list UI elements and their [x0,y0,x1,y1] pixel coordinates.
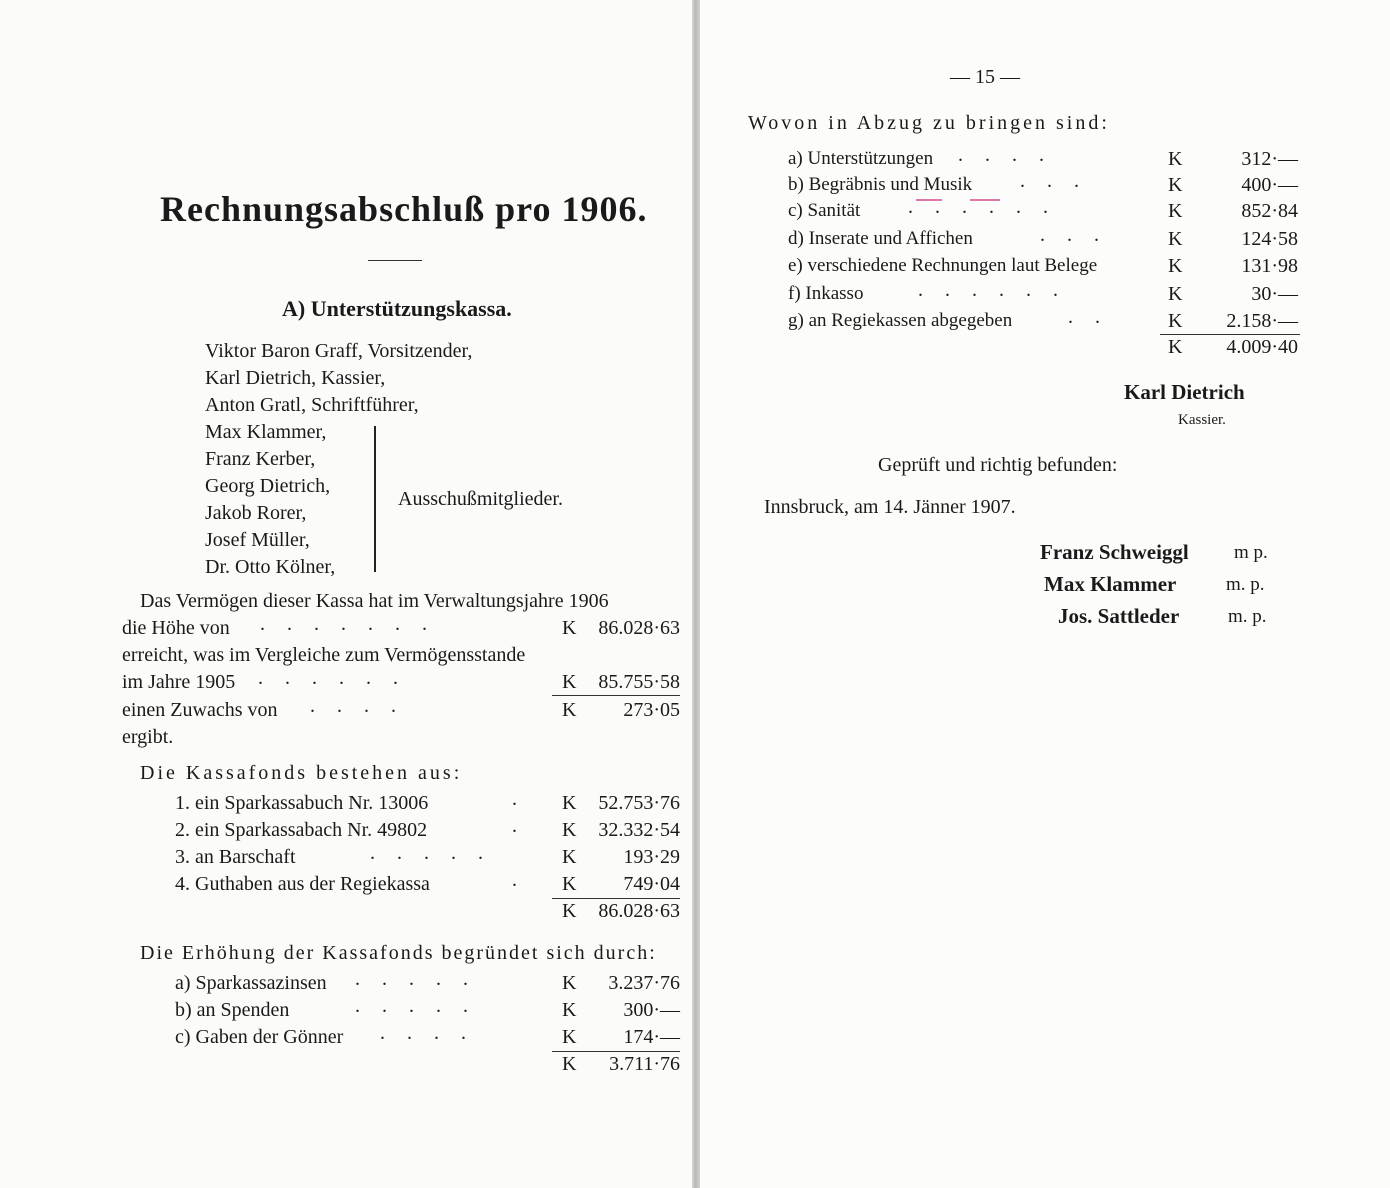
increase-label: a) Sparkassazinsen [175,972,327,994]
auditor-suffix: m p. [1234,542,1268,563]
book-gutter [692,0,700,1188]
left-page [0,0,692,1188]
amount: 85.755·58 [598,671,680,693]
auditor-suffix: m. p. [1228,606,1267,627]
currency: K [1168,255,1183,277]
currency: K [562,846,577,868]
sum-rule [552,695,680,696]
currency: K [562,999,577,1021]
currency: K [562,1026,577,1048]
amount: 312·— [1241,148,1298,170]
currency: K [562,819,577,841]
deduction-label: e) verschiedene Rechnungen laut Belege [788,255,1098,276]
amount: 2.158·— [1226,310,1298,332]
amount: 400·— [1241,174,1298,196]
amount: 52.753·76 [598,792,680,814]
currency: K [1168,228,1183,250]
amount: 852·84 [1241,200,1298,222]
section-heading: A) Unterstützungskassa. [282,296,512,321]
verification-note: Geprüft und richtig befunden: [878,454,1118,476]
leader-dots: ..... [370,842,505,864]
currency: K [562,1053,577,1075]
committee-member: Viktor Baron Graff, Vorsitzender, [205,340,473,362]
currency: K [562,873,577,895]
deduction-label: d) Inserate und Affichen [788,228,973,249]
fund-label: 3. an Barschaft [175,846,296,868]
currency: K [562,671,577,693]
place-date: Innsbruck, am 14. Jänner 1907. [764,496,1016,518]
committee-member: Karl Dietrich, Kassier, [205,367,386,389]
currency: K [1168,336,1183,358]
total-amount: 86.028·63 [598,900,680,922]
currency: K [562,972,577,994]
committee-member: Georg Dietrich, [205,475,331,497]
currency: K [562,699,577,721]
auditor-name: Max Klammer [1044,572,1177,596]
page-title: Rechnungsabschluß pro 1906. [160,189,648,229]
funds-heading: Die Kassafonds bestehen aus: [140,762,463,784]
currency: K [562,617,577,639]
leader-dots: . [512,815,517,837]
signer-role: Kassier. [1178,412,1226,428]
deduction-label: c) Sanität [788,200,861,221]
page-number: — 15 — [950,66,1020,88]
right-page [700,0,1390,1188]
text-line: einen Zuwachs von [122,699,278,721]
leader-dots: ...... [918,279,1080,301]
leader-dots: .... [310,695,418,717]
amount: 174·— [623,1026,680,1048]
auditor-name: Jos. Sattleder [1058,604,1180,628]
leader-dots: ... [1020,170,1101,192]
leader-dots: .... [958,144,1066,166]
sum-rule [552,1051,680,1052]
currency: K [1168,200,1183,222]
deduction-label: f) Inkasso [788,283,864,304]
amount: 193·29 [623,846,680,868]
committee-member: Max Klammer, [205,421,327,443]
amount: 124·58 [1241,228,1298,250]
committee-member: Anton Gratl, Schriftführer, [205,394,419,416]
text-line: ergibt. [122,726,174,748]
amount: 749·04 [623,873,680,895]
currency: K [1168,148,1183,170]
signer-name: Karl Dietrich [1124,380,1245,404]
committee-member: Josef Müller, [205,529,310,551]
title-divider [368,260,422,261]
deduction-label: b) Begräbnis und Musik [788,174,973,195]
committee-member: Franz Kerber, [205,448,316,470]
deduction-label: g) an Regiekassen abgegeben [788,310,1013,331]
amount: 32.332·54 [598,819,680,841]
leader-dots: .... [380,1022,488,1044]
sum-rule [1160,334,1300,335]
increase-label: c) Gaben der Gönner [175,1026,344,1048]
amount: 30·— [1251,283,1298,305]
currency: K [562,900,577,922]
amount: 273·05 [623,699,680,721]
text-line: im Jahre 1905 [122,671,236,693]
total-amount: 3.711·76 [609,1053,680,1075]
fund-label: 2. ein Sparkassabach Nr. 49802 [175,819,428,841]
currency: K [562,792,577,814]
deductions-heading: Wovon in Abzug zu bringen sind: [748,112,1110,134]
increase-heading: Die Erhöhung der Kassafonds begründet sich durch: [140,942,657,964]
brace [374,426,376,572]
leader-dots: ... [1040,224,1121,246]
currency: K [1168,283,1183,305]
committee-member: Dr. Otto Kölner, [205,556,336,578]
leader-dots: . [512,869,517,891]
total-amount: 4.009·40 [1226,336,1298,358]
increase-label: b) an Spenden [175,999,290,1021]
leader-dots: ..... [355,995,490,1017]
leader-dots: ....... [260,613,449,635]
committee-group-label: Ausschußmitglieder. [398,488,563,510]
leader-dots: . [512,788,517,810]
text-line: die Höhe von [122,617,230,639]
deduction-label: a) Unterstützungen [788,148,934,169]
auditor-name: Franz Schweiggl [1040,540,1189,564]
amount: 3.237·76 [608,972,680,994]
leader-dots: ...... [258,667,420,689]
leader-dots: ...... [908,196,1070,218]
committee-member: Jakob Rorer, [205,502,307,524]
amount: 300·— [623,999,680,1021]
sum-rule [552,898,680,899]
leader-dots: ..... [355,968,490,990]
text-line: erreicht, was im Vergleiche zum Vermögensstande [122,644,526,666]
fund-label: 1. ein Sparkassabuch Nr. 13006 [175,792,429,814]
amount: 131·98 [1241,255,1298,277]
text-line: Das Vermögen dieser Kassa hat im Verwaltungsjahre 1906 [140,590,609,612]
fund-label: 4. Guthaben aus der Regiekassa [175,873,430,895]
currency: K [1168,174,1183,196]
amount: 86.028·63 [598,617,680,639]
currency: K [1168,310,1183,332]
auditor-suffix: m. p. [1226,574,1265,595]
leader-dots: .. [1068,306,1122,328]
